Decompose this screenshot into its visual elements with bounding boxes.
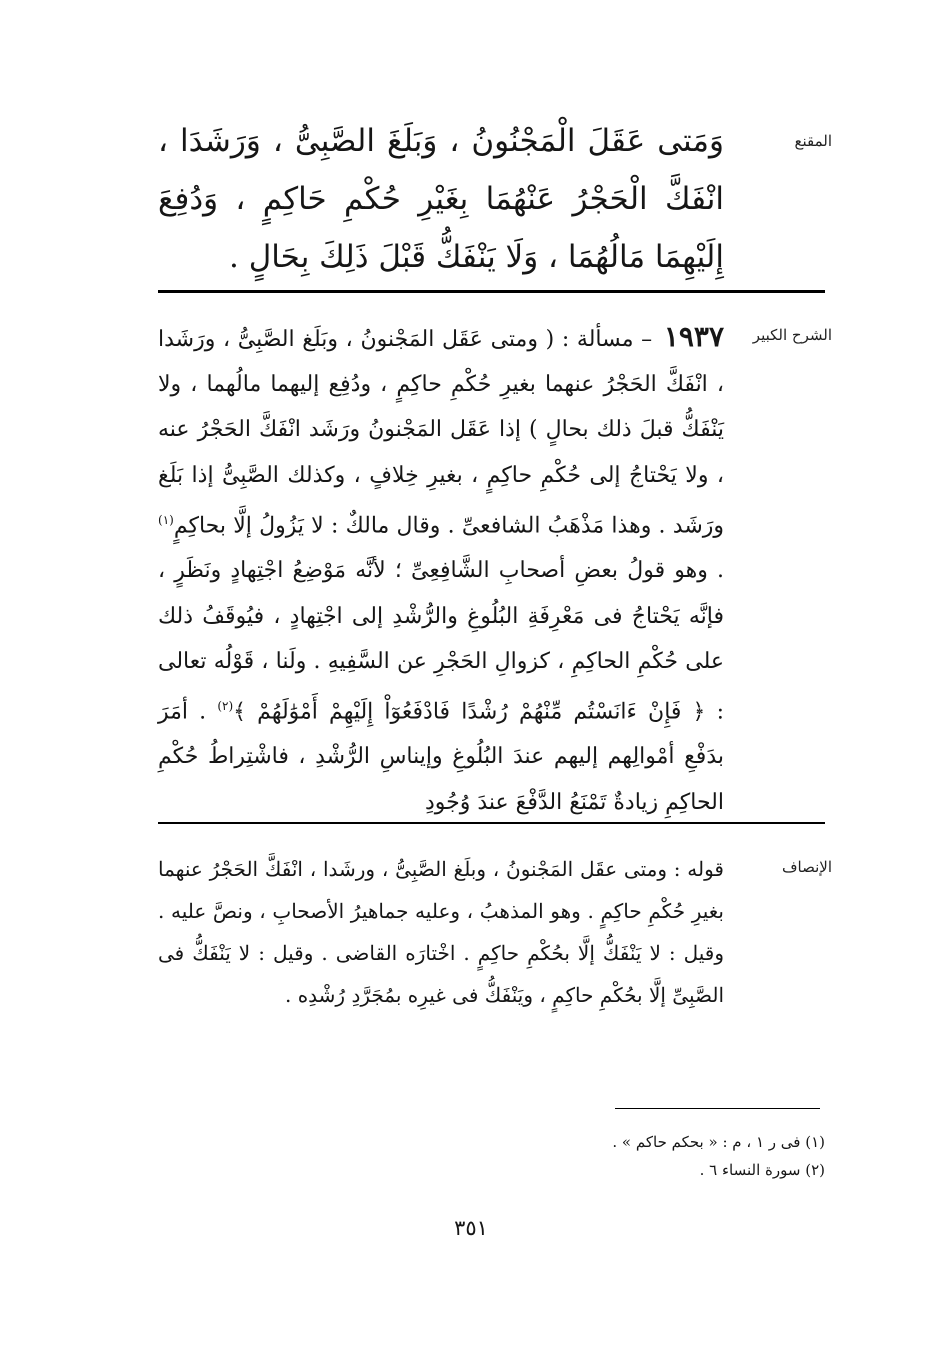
page-number: ٣٥١ xyxy=(454,1216,488,1240)
footnotes xyxy=(500,1128,825,1184)
insaf-text: قوله : ومتى عقَل المَجْنونُ ، وبلَغ الصَّبِىُّ ، ورشَدا ، انْفَكَّ الحَجْرُ عنهما بغيرِ حُكْمِ حاكِمٍ . وهو المذهبُ ، وعليه جماهيرُ الأصحابِ ، ونصَّ عليه . وقيل : لا يَنْفَكُّ إلَّا بحُكْمِ حاكِمٍ . اخْتارَه القاضى . وقيل : لا يَنْفَكُّ فى الصَّبِىِّ إلَّا بحُكْمِ حاكِمٍ ، ويَنْفَكُّ فى غيرِه بمُجَرَّدِ رُشْدِه . xyxy=(158,857,724,1007)
sharh-paragraph xyxy=(158,314,724,825)
footnote-ref-2[interactable]: (٢) xyxy=(217,698,234,713)
sharh-section xyxy=(60,314,832,815)
sharh-label: الشرح الكبير xyxy=(752,326,832,344)
sharh-text-part-2: . وهو قولُ بعضِ أصحابِ الشَّافِعِىِّ ؛ لأنَّه مَوْضِعُ اجْتِهادٍ ونَظَرٍ ، فإنَّه يَحْتاجُ فى مَعْرِفَةِ البُلُوغِ والرُّشْدِ إلى اجْتِهادٍ ، فيُوقَفُ ذلك على حُكْمِ الحاكِمِ ، كزوالِ الحَجْرِ عن السَّفِيهِ . ولَنا ، قَوْلُه تعالى : ﴿ فَإِنْ ءَانَسْتُم مِّنْهُمْ رُشْدًا فَادْفَعُوٓاْ إِلَيْهِمْ أَمْوَٰلَهُمْ ﴾ xyxy=(158,558,724,725)
insaf-section xyxy=(60,848,832,1038)
muqni-label: المقنع xyxy=(794,132,832,150)
footnote-2: (٢) سورة النساء ٦ . xyxy=(699,1161,825,1179)
sharh-text-part-1: – مسألة : ( ومتى عَقَل المَجْنونُ ، وبَلَغ الصَّبِىُّ ، ورَشَدا ، انْفَكَّ الحَجْرُ عنهما بغيرِ حُكْمِ حاكِمٍ ، ودُفِع إليهما مالُهما ، ولا يَنْفَكُّ قبلَ ذلك بحالٍ ) إذا عَقَل المَجْنونُ ورَشَد انْفَكَّ الحَجْرُ عنه ، ولا يَحْتاجُ إلى حُكْمِ حاكِمٍ ، بغيرِ خِلافٍ ، وكذلك الصَّبِىُّ إذا بَلَغ ورَشَد . وهذا مَذْهَبُ الشافعىِّ . وقال مالكٌ : لا يَزُولُ إلَّا بحاكِمٍ xyxy=(158,327,724,539)
insaf-text-block xyxy=(158,848,724,1016)
footnote-ref-1[interactable]: (١) xyxy=(158,512,174,527)
section-divider-top xyxy=(158,290,825,293)
insaf-label: الإنصاف xyxy=(781,858,832,876)
footnote-1: (١) فى ر ١ ، م : « بحكم حاكم » . xyxy=(612,1133,825,1151)
footnote-divider xyxy=(615,1108,820,1109)
section-divider-middle xyxy=(158,822,825,824)
issue-number: ١٩٣٧ xyxy=(663,320,724,353)
muqni-text: وَمَتى عَقَلَ الْمَجْنُونُ ، وَبَلَغَ الصَّبِىُّ ، وَرَشَدَا ، انْفَكَّ الْحَجْرُ عَنْهُمَا بِغَيْرِ حُكْمِ حَاكِمٍ ، وَدُفِعَ إِلَيْهِمَا مَالُهُمَا ، وَلَا يَنْفَكُّ قَبْلَ ذَلِكَ بِحَالٍ . xyxy=(158,123,724,275)
sharh-text-part-3: . أمَرَ بدَفْعِ أمْوالِهم إليهم عندَ البُلُوغِ وإيناسِ الرُّشْدِ ، فاشْتِراطُ حُكْمِ الحاكِمِ زيادةٌ تَمْنَعُ الدَّفْعَ عندَ وُجُودِ xyxy=(158,699,724,815)
muqni-section xyxy=(60,112,832,282)
muqni-text-block xyxy=(158,112,724,286)
sharh-text-block xyxy=(158,314,724,825)
